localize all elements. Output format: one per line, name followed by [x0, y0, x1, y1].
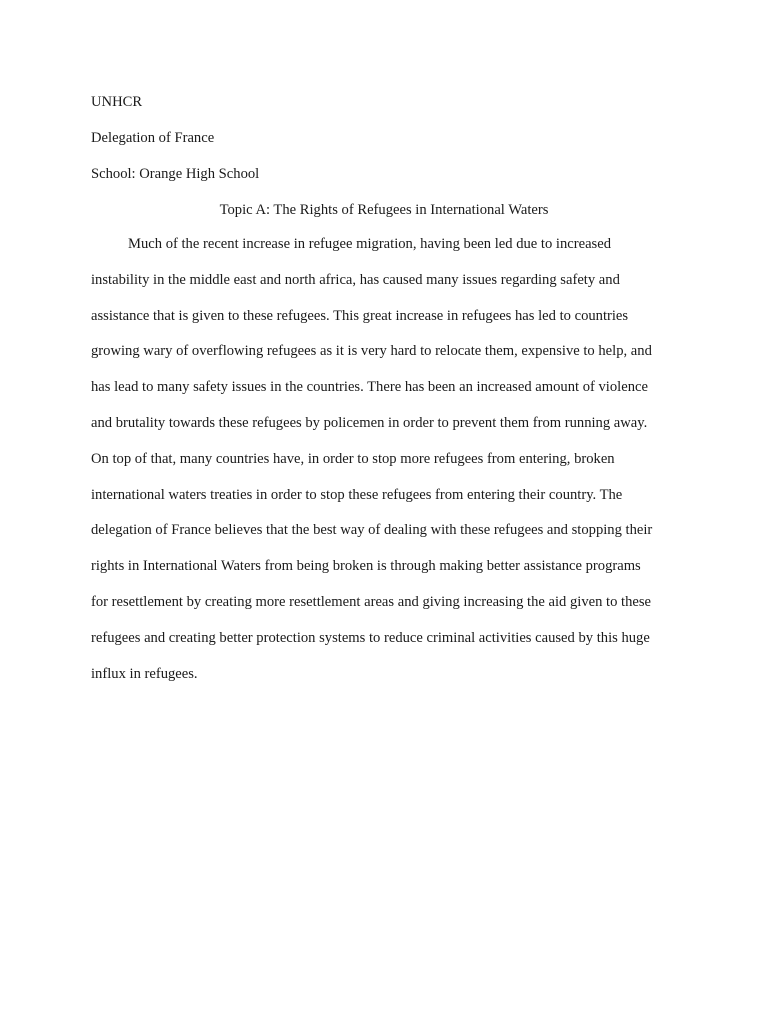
paragraph-line: and brutality towards these refugees by policemen in order to prevent them from running away.: [91, 414, 648, 431]
paragraph-line: rights in International Waters from being broken is through making better assistance programs: [91, 558, 641, 575]
position-paper-paragraph: [91, 235, 681, 700]
committee-name: UNHCR: [91, 94, 143, 110]
paragraph-line: Much of the recent increase in refugee migration, having been led due to increased: [128, 236, 612, 252]
paragraph-line: influx in refugees.: [91, 665, 198, 682]
topic-title: Topic A: The Rights of Refugees in International Waters: [219, 202, 549, 218]
paragraph-line: instability in the middle east and north africa, has caused many issues regarding safety and: [91, 271, 620, 288]
paragraph-line: has lead to many safety issues in the countries. There has been an increased amount of violence: [91, 379, 648, 396]
school-name: School: Orange High School: [91, 166, 260, 182]
paragraph-line: refugees and creating better protection systems to reduce criminal activities caused by this huge: [91, 629, 650, 646]
paragraph-line: growing wary of overflowing refugees as it is very hard to relocate them, expensive to help, and: [91, 343, 652, 360]
paragraph-line: delegation of France believes that the best way of dealing with these refugees and stopping their: [91, 522, 653, 539]
paragraph-line: On top of that, many countries have, in order to stop more refugees from entering, broken: [91, 450, 615, 467]
paragraph-line: assistance that is given to these refugees. This great increase in refugees has led to countries: [91, 307, 629, 324]
paragraph-line: for resettlement by creating more resettlement areas and giving increasing the aid given to these: [91, 593, 652, 610]
paragraph-line: international waters treaties in order to stop these refugees from entering their country. The: [91, 486, 623, 503]
delegation-name: Delegation of France: [91, 130, 215, 146]
